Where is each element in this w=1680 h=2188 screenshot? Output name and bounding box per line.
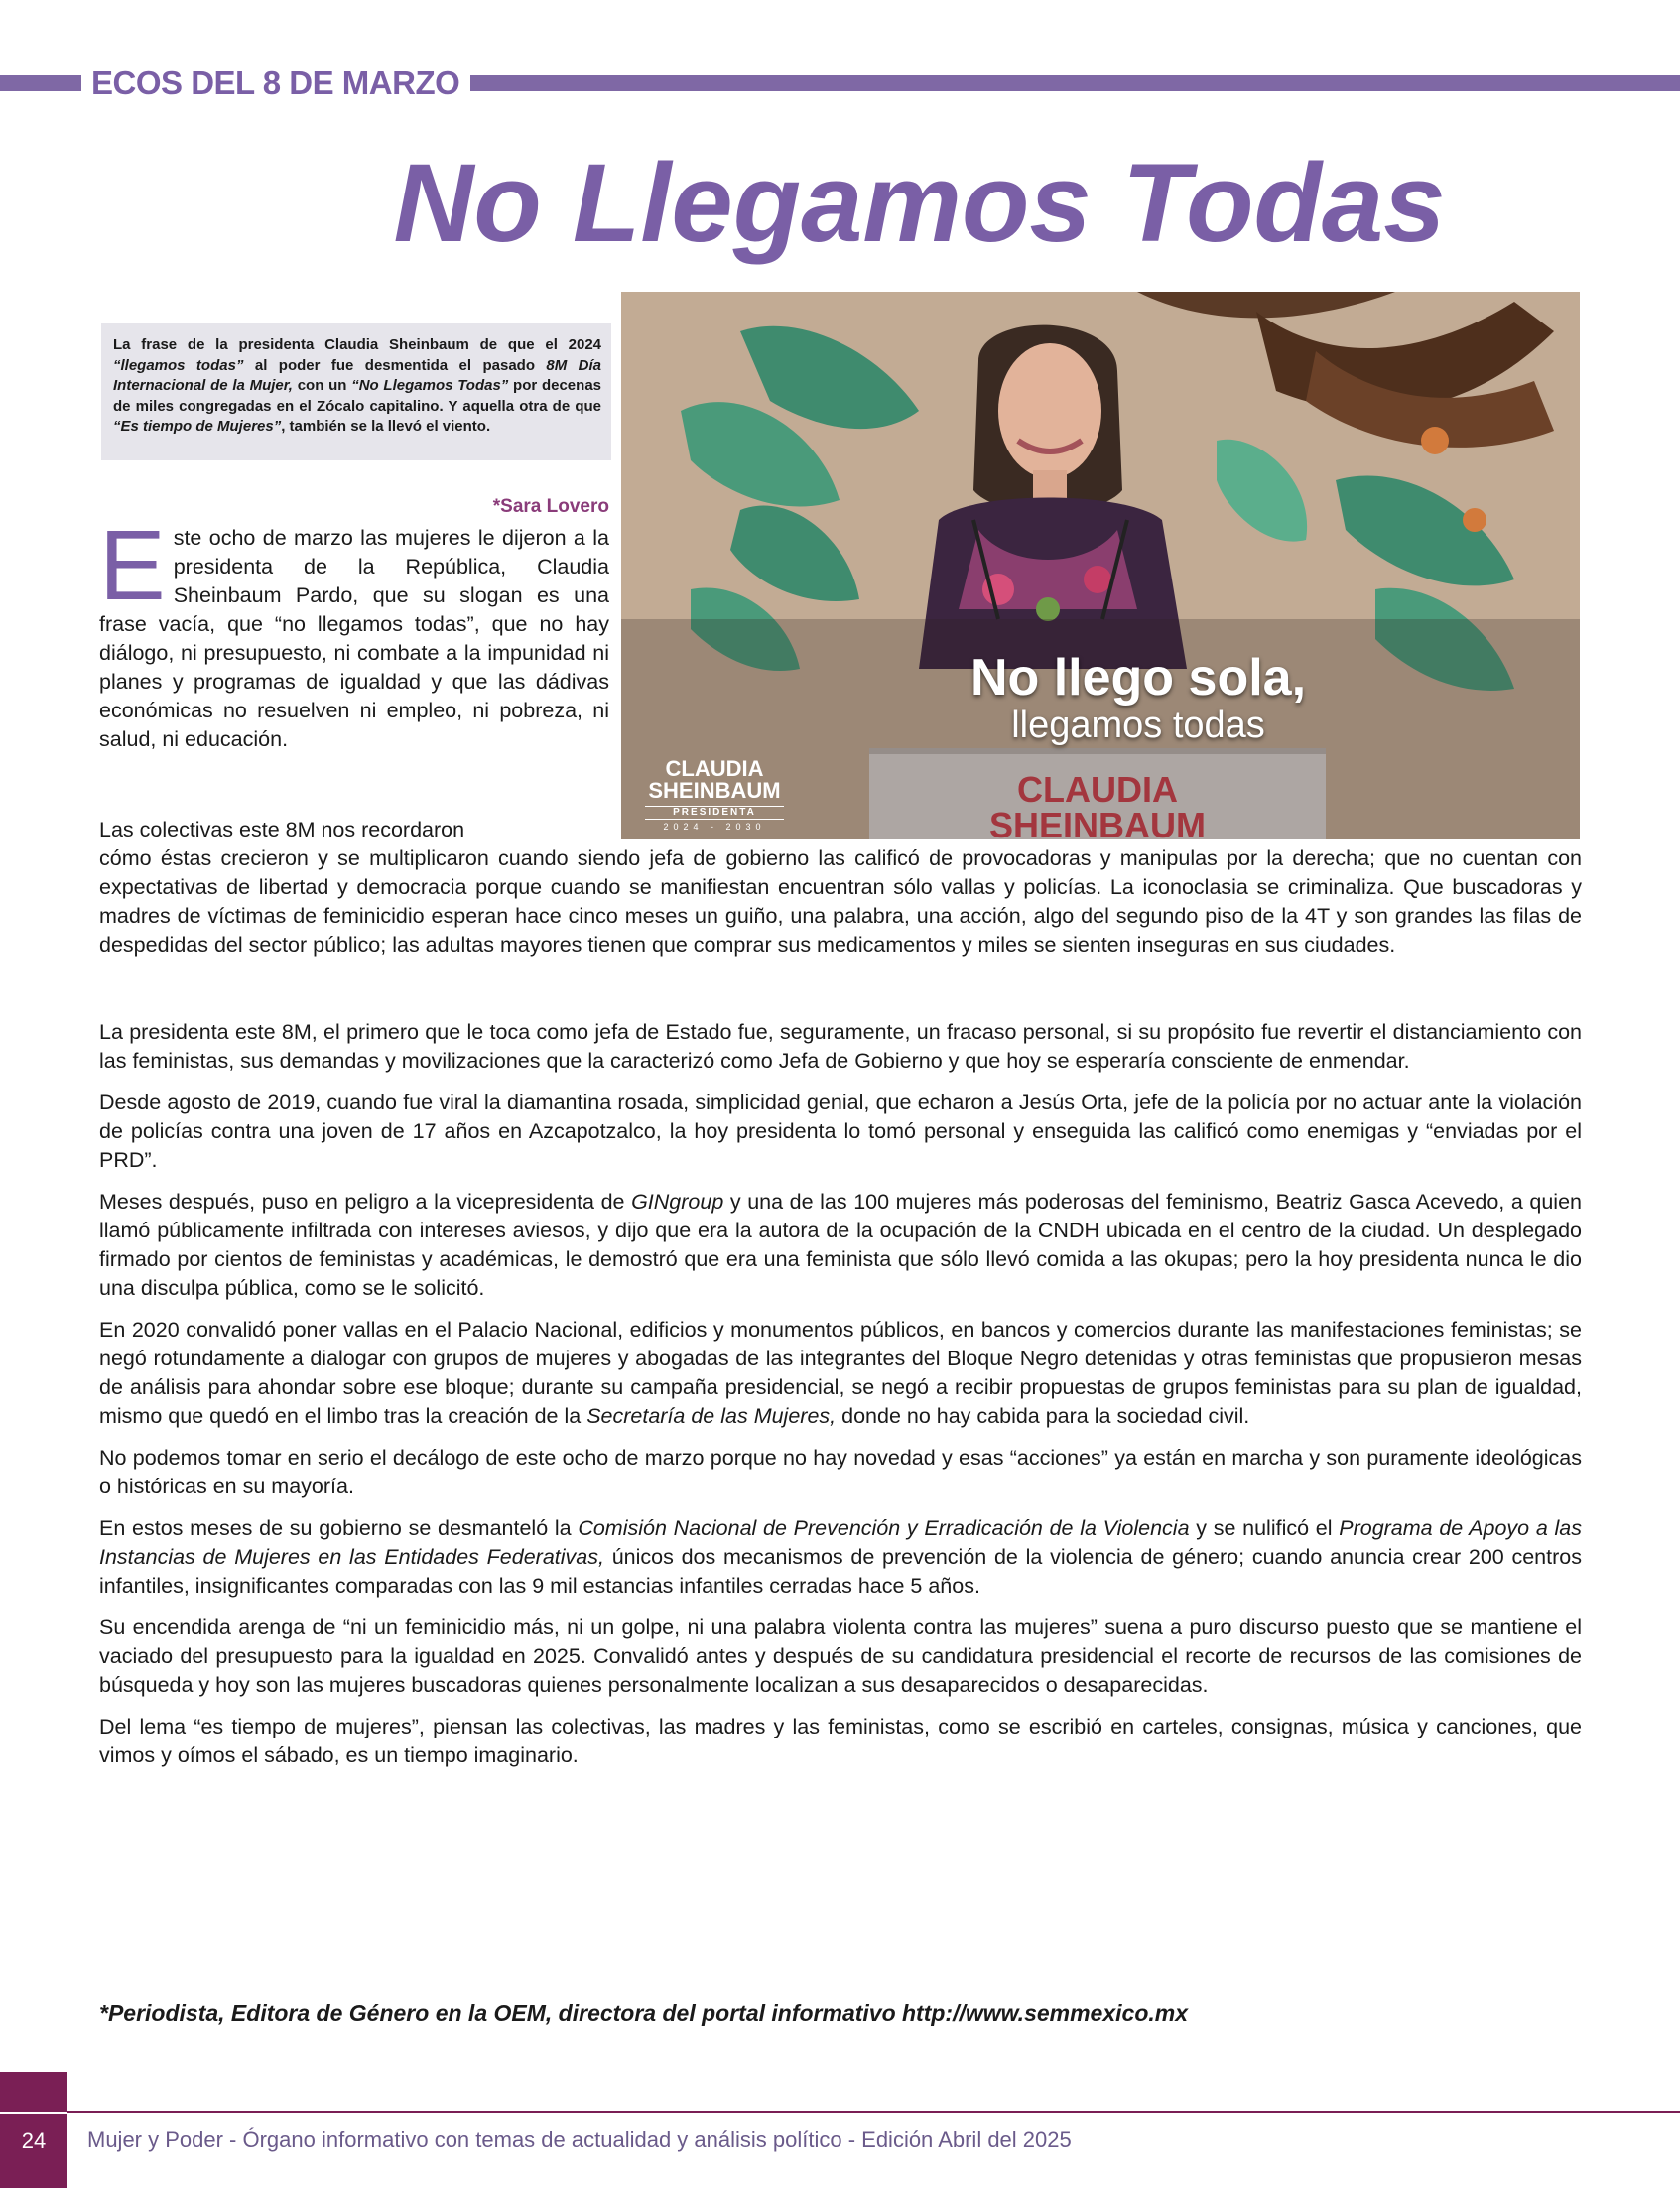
- section-label: ECOS DEL 8 DE MARZO: [91, 64, 460, 101]
- podium-name-1: CLAUDIA: [1017, 769, 1178, 810]
- paragraph-8: [99, 1514, 1582, 1601]
- intro-text: ste ocho de marzo las mujeres le dijeron a la presidenta de la República, Claudia Sheinbaum Pardo, que su slogan es una frase vacía, que “no llegamos todas”, que no hay diálogo, ni presupuesto, ni combate a la impunidad ni planes y programas de igualdad y que las dádivas económicas no resuelven ni empleo, ni pobreza, ni salud, ni educación.: [99, 526, 609, 751]
- photo-logo-name-2: SHEINBAUM: [648, 778, 781, 803]
- intro-paragraph: [99, 510, 609, 754]
- footer-rule: [67, 2111, 1680, 2113]
- paragraph-10: Del lema “es tiempo de mujeres”, piensan las colectivas, las madres y las feministas, como se escribió en carteles, consignas, música y canciones, que vimos y oímos el sábado, es un tiempo imaginario.: [99, 1715, 1582, 1767]
- header-bar-right: [470, 75, 1680, 91]
- summary-text: , también se la llevó el viento.: [281, 418, 491, 435]
- paragraph-2-text: cómo éstas crecieron y se multiplicaron cuando siendo jefa de gobierno las calificó de provocadoras y manipulas por la derecha; que no cuentan con expectativas de libertad y democracia porque cuando se manifiestan encuentran sólo vallas y policías. La iconoclasia se criminaliza. Que buscadoras y madres de víctimas de feminicidio esperan hace cinco meses un guiño, una palabra, una acción, algo del segundo piso de la 4T y son grandes las filas de despedidas del sector público; las adultas mayores tienen que comprar sus medicamentos y miles se sienten inseguras en sus ciudades.: [99, 846, 1582, 957]
- summary-text: con un: [292, 377, 352, 394]
- article-photo: [621, 292, 1580, 839]
- paragraph-5: [99, 1188, 1582, 1303]
- drop-cap: E: [99, 510, 166, 621]
- photo-logo-name-1: CLAUDIA: [665, 756, 764, 781]
- footer-accent: [0, 2072, 67, 2112]
- paragraph-6-emphasis: Secretaría de las Mujeres,: [586, 1404, 837, 1428]
- paragraph-5-text: Meses después, puso en peligro a la vicepresidenta de: [99, 1190, 632, 1214]
- paragraph-5-emphasis: GINgroup: [631, 1190, 724, 1214]
- article-body: [99, 1018, 1582, 1783]
- paragraph-9: Su encendida arenga de “ni un feminicidio más, ni un golpe, ni una palabra violenta contra las mujeres” suena a puro discurso puesto que se mantiene el vaciado del presupuesto para la igualdad en 2025. Convalidó antes y después de su candidatura presidencial el recorte de recursos de las comisiones de búsqueda y hoy son las mujeres buscadoras quienes personalmente localizan a sus desaparecidos o desaparecidas.: [99, 1615, 1582, 1697]
- summary-text: por decenas de miles congregadas en el Zócalo capitalino. Y aquella otra de que: [113, 377, 601, 415]
- paragraph-6-text: En 2020 convalidó poner vallas en el Palacio Nacional, edificios y monumentos públicos, en bancos y comercios durante las manifestaciones feministas; se negó rotundamente a dialogar con grupos de mujeres y abogadas de las integrantes del Bloque Negro detenidas y otras feministas que propusieron mesas de análisis para ahondar sobre ese bloque; durante su campaña presidencial, se negó a recibir propuestas de grupos feministas para su plan de igualdad, mismo que quedó en el limbo tras la creación de la: [99, 1318, 1582, 1428]
- photo-logo-years: 2024 - 2030: [663, 822, 766, 832]
- summary-text: La frase de la presidenta Claudia Sheinbaum de que el 2024: [113, 336, 601, 353]
- footer-publication-info: Mujer y Poder - Órgano informativo con temas de actualidad y análisis político - Edición Abril del 2025: [87, 2127, 1072, 2152]
- summary-box: [101, 323, 611, 460]
- paragraph-8-text: En estos meses de su gobierno se desmanteló la: [99, 1516, 579, 1540]
- paragraph-2-lead: Las colectivas este 8M nos recordaron: [99, 818, 465, 841]
- photo-logo-role: PRESIDENTA: [645, 806, 784, 820]
- summary-emphasis: 8M Día Internacional de la Mujer,: [113, 356, 601, 394]
- podium-name-2: SHEINBAUM: [988, 805, 1206, 839]
- paragraph-3: La presidenta este 8M, el primero que le toca como jefa de Estado fue, seguramente, un fracaso personal, si su propósito fue revertir el distanciamiento con las feministas, sus demandas y movilizaciones que la caracterizó como Jefa de Gobierno y que hoy se esperaría consciente de enmendar.: [99, 1020, 1582, 1073]
- photo-logo-name: [645, 758, 784, 802]
- paragraph-6-text: donde no hay cabida para la sociedad civil.: [836, 1404, 1250, 1428]
- paragraph-8-text: únicos dos mecanismos de prevención de la violencia de género; cuando anuncia crear 200 centros infantiles, insignificantes comparadas con las 9 mil estancias infantiles cerradas hace 5 años.: [99, 1545, 1582, 1598]
- summary-text: al poder fue desmentida el pasado: [243, 356, 547, 374]
- author-footnote: *Periodista, Editora de Género en la OEM, directora del portal informativo http://www.semmexico.mx: [99, 2000, 1189, 2026]
- article-title: No Llegamos Todas: [393, 141, 1446, 265]
- paragraph-7: No podemos tomar en serio el decálogo de este ocho de marzo porque no hay novedad y esas “acciones” ya están en marcha y son puramente ideológicas o históricas en su mayoría.: [99, 1446, 1582, 1498]
- paragraph-8-text: y se nulificó el: [1189, 1516, 1340, 1540]
- paragraph-8-emphasis: Programa de Apoyo a las Instancias de Mujeres en las Entidades Federativas,: [99, 1516, 1583, 1569]
- paragraph-6: [99, 1316, 1582, 1431]
- page-number: 24: [21, 2128, 47, 2153]
- summary-quote: “Es tiempo de Mujeres”: [113, 418, 282, 435]
- paragraph-8-emphasis: Comisión Nacional de Prevención y Erradicación de la Violencia: [578, 1516, 1190, 1540]
- photo-slogan-title: No llego sola,: [969, 649, 1307, 707]
- header-bar-left: [0, 75, 81, 91]
- summary-quote: “No Llegamos Todas”: [351, 377, 509, 394]
- author-byline: *Sara Lovero: [492, 496, 609, 517]
- paragraph-2: [99, 816, 1582, 960]
- photo-slogan-subtitle: llegamos todas: [1011, 705, 1265, 746]
- paragraph-4: Desde agosto de 2019, cuando fue viral la diamantina rosada, simplicidad genial, que echaron a Jesús Orta, jefe de la policía por no actuar ante la violación de policías contra una joven de 17 años en Azcapotzalco, la hoy presidenta lo tomó personal y enseguida las calificó como enemigas y “enviadas por el PRD”.: [99, 1091, 1582, 1172]
- summary-quote: “llegamos todas”: [113, 356, 244, 374]
- paragraph-5-text: y una de las 100 mujeres más poderosas del feminismo, Beatriz Gasca Acevedo, a quien llamó públicamente infiltrada con intereses aviesos, y dijo que era la autora de la ocupación de la CNDH ubicada en el centro de la ciudad. Un desplegado firmado por cientos de feministas y académicas, le demostró que era una feminista que sólo llevó comida a las okupas; pero la hoy presidenta nunca le dio una disculpa pública, como se le solicitó.: [99, 1190, 1582, 1300]
